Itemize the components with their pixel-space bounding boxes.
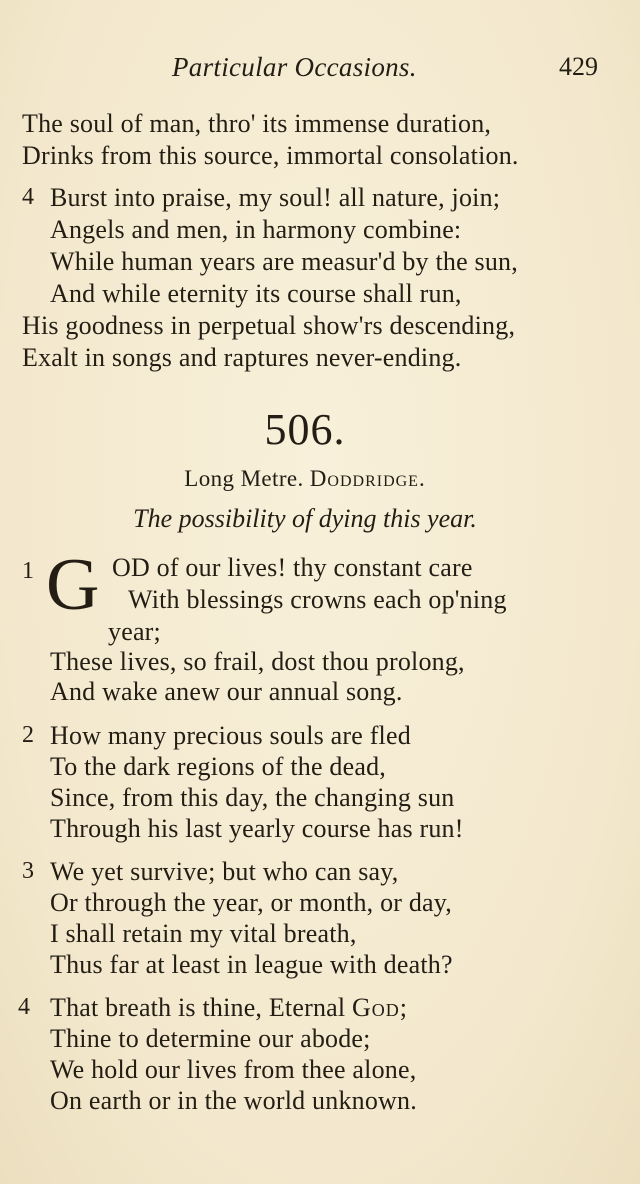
hymn-meter: Long Metre. [184,466,304,491]
hymn-author: Doddridge. [309,466,426,491]
stanza-number: 3 [22,858,34,884]
verse-line: And while eternity its course shall run, [50,279,462,308]
verse-line: We yet survive; but who can say, [50,857,399,886]
verse-line: On earth or in the world unknown. [50,1086,417,1115]
verse-line: To the dark regions of the dead, [50,752,386,781]
verse-line: Thine to determine our abode; [50,1024,371,1053]
verse-line: Or through the year, or month, or day, [50,888,452,917]
verse-line: While human years are measur'd by the sun, [50,247,518,276]
stanza-number: 1 [22,558,34,584]
divine-name: God [352,993,400,1022]
stanza-number: 4 [22,184,34,210]
verse-line [50,992,407,1024]
verse-line: Exalt in songs and raptures never-ending. [22,343,462,372]
verse-line: Through his last yearly course has run! [50,814,464,843]
verse-line-suffix: ; [399,993,408,1022]
hymn-number: 506. [264,405,346,454]
hymn-title: The possibility of dying this year. [133,504,477,533]
verse-line: And wake anew our annual song. [50,677,403,706]
verse-line: Thus far at least in league with death? [50,950,453,979]
hymn-meter-line [0,466,610,492]
verse-line: OD of our lives! thy constant care [112,553,473,582]
verse-line: With blessings crowns each op'ning [128,585,507,614]
verse-line-prefix: That breath is thine, Eternal [50,993,353,1022]
verse-line: year; [108,617,161,646]
verse-line: Drinks from this source, immortal consolation. [22,141,519,170]
verse-line: The soul of man, thro' its immense duration, [22,109,492,138]
verse-line: Angels and men, in harmony combine: [50,215,462,244]
verse-line: Since, from this day, the changing sun [50,783,455,812]
page-number: 429 [559,52,598,81]
verse-line: These lives, so frail, dost thou prolong, [50,647,465,676]
verse-line: His goodness in perpetual show'rs descending, [22,311,516,340]
verse-line: Burst into praise, my soul! all nature, join; [50,183,501,212]
verse-line: We hold our lives from thee alone, [50,1055,417,1084]
drop-cap: G [46,544,100,626]
verse-line: How many precious souls are fled [50,721,411,750]
running-title: Particular Occasions. [172,52,417,82]
verse-line: I shall retain my vital breath, [50,919,357,948]
stanza-number: 4 [18,994,30,1020]
stanza-number: 2 [22,722,34,748]
